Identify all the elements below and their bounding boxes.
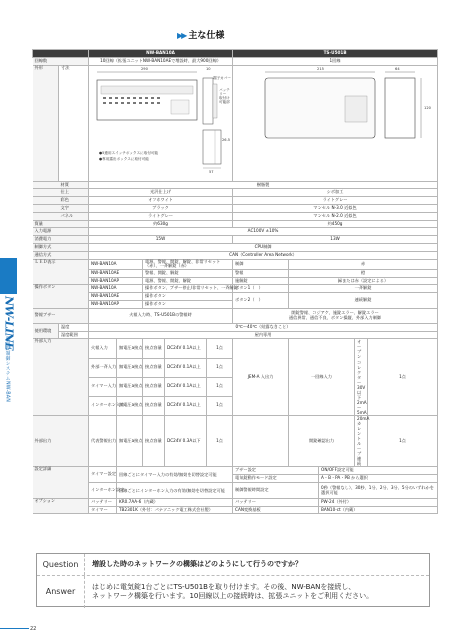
page-title: 主な仕様	[188, 30, 225, 41]
table-row: 文字 ブラック マンセル N-3.0 近似色	[33, 205, 438, 213]
table-row: 設定詳細 タイマー設定 回線ごとにタイマー入力の有効/無効を切替設定可能 ブザー設定 ON/OFF設定可能	[33, 467, 438, 475]
table-row: 回線数 10回線（拡張ユニットNW-BAN10AEで増設時、最大900回線） 1回線	[33, 58, 438, 66]
table-row: 外部出力 代表警報出力 無電圧a接点 接点容量 DC24V 0.3A以下 1点 開錠確認出力 20mAカレントループ 連続 1点	[33, 415, 438, 466]
table-row: 外部入力 火報入力 無電圧a接点 接点容量 DC24V 0.1A以上 1点 JEM-A 入出力 一回線入力 オープンコレクター 30V以下 2mA～5mA 1点	[33, 339, 438, 358]
table-row: タイマー入力 無電圧a接点 接点容量 DC24V 0.1A以上 1点	[33, 377, 438, 396]
col-model-b: TS-U501B	[233, 50, 438, 58]
double-chevron-icon: ▶▶	[177, 31, 186, 41]
col-model-a: NW-BAN10A	[89, 50, 233, 58]
answer-text: はじめに電気錠1台ごとにTS-U501Bを取り付けます。その後、NW-BANを接続し、 ネットワーク構築を行います。10回線以上の接続時は、拡張ユニットをご利用ください。	[92, 582, 374, 600]
table-row: インターホン入力 無電圧a接点 接点容量 DC24V 0.1A以上 1点	[33, 396, 438, 415]
footer-rule	[0, 628, 29, 629]
table-row: NW-BAN10AP 操作ボタン	[33, 301, 438, 309]
table-row: NW-BAN10AE 操作ボタン ボタン2（ ） 連続解錠	[33, 293, 438, 301]
table-row: NW-BAN10AE 警報、開錠、解錠 警報 橙	[33, 269, 438, 277]
brand-subtitle: 電気錠制御システムNW-BAN	[4, 336, 10, 403]
section-tab	[0, 258, 17, 294]
spec-table	[32, 49, 438, 514]
table-row: 消費電力 15W 13W	[33, 236, 438, 244]
question-text: 増設した時のネットワークの構築はどのようにして行うのですか？	[92, 559, 302, 568]
table-row: NW-BAN10AP 電源、警報、開錠、解錠 施解錠 緑または赤（設定による）	[33, 277, 438, 285]
table-row: 質量 約630g 約450g	[33, 220, 438, 228]
table-row: 湿度範囲 屋内専用	[33, 331, 438, 339]
dimension-drawing-a: 290 10 端子カバー バッテリー 取付け可能部 26.5 57 ●5連用スイッチボックスに取付可能 ●専用露出ボックスに取付可能	[89, 65, 233, 181]
table-row: 操作ボタン NW-BAN10A 操作ボタン、ブザー停止/非常リセット、一斉解錠 ボタン1（ ） 一斉解錠	[33, 285, 438, 293]
side-brand	[2, 296, 16, 416]
table-row: インターホン設定 回線ごとにインターホン入力の有効/無効を切替設定可能 制御警報時間設定 0秒（警報なし）、30秒、1分、2分、3分、5分のいずれかを選択可能	[33, 482, 438, 498]
ts-u501b-drawing	[235, 66, 435, 179]
table-row: 制御方式 CPU制御	[33, 244, 438, 252]
table-row: 仕上 光沢仕上げ シボ加工	[33, 189, 438, 197]
table-row: ＬＥＤ表示 NW-BAN10A 電源、警報、開錠、解錠、非常リセット（赤）、一斉解錠（赤） 制御 赤	[33, 259, 438, 269]
table-row: 彩色 オフホワイト ライトグレー	[33, 197, 438, 205]
brand-logo: NW-LINE	[2, 296, 16, 351]
table-row: 材質 樹脂製	[33, 181, 438, 189]
table-row: 使用環境 温度 0℃～40℃（結露なきこと）	[33, 323, 438, 331]
table-row: 外形 寸法 290 10 端子カバー バッテリー 取付け可能部 26.5 57 ●5連用スイッチボックスに取付可能 ●専用露出ボックスに取付可能 215 64 120	[33, 65, 438, 181]
table-header	[33, 50, 438, 58]
table-row: 外部一斉入力 無電圧a接点 接点容量 DC24V 0.1A以上 1点	[33, 358, 438, 377]
page-heading	[177, 30, 224, 42]
table-row: パネル ライトグレー マンセル N-2.0 近似色	[33, 212, 438, 220]
table-row: 通信方式 CAN（Controller Area Network）	[33, 251, 438, 259]
table-row: 電気錠動作モード設定 A・B・PA・PB から選択	[33, 474, 438, 482]
page-number: 22	[30, 626, 37, 632]
answer-tag: Answer	[37, 576, 85, 608]
answer-row	[37, 576, 429, 608]
question-tag: Question	[37, 554, 85, 575]
table-row: オプション バッテリー KR0.7AA-6（内蔵） バッテリー PW-24（外付）	[33, 498, 438, 506]
qa-box	[36, 553, 430, 607]
table-row: 警報ブザー 火報入力時、TS-U501Bの警報時 開錠警報、コジアケ、施錠エラー、解錠エラー 通信異常、通信不良、ボタン操縦、外部入力制御	[33, 308, 438, 323]
table-row: 入力電源 AC100V ±10%	[33, 228, 438, 236]
dimension-drawing-b: 215 64 120	[233, 65, 438, 181]
table-row: タイマー TB2301K（外付：パナソニック電工株式会社製） CAN変換基板 BAN10-ct（内蔵）	[33, 506, 438, 514]
question-row	[37, 554, 429, 576]
